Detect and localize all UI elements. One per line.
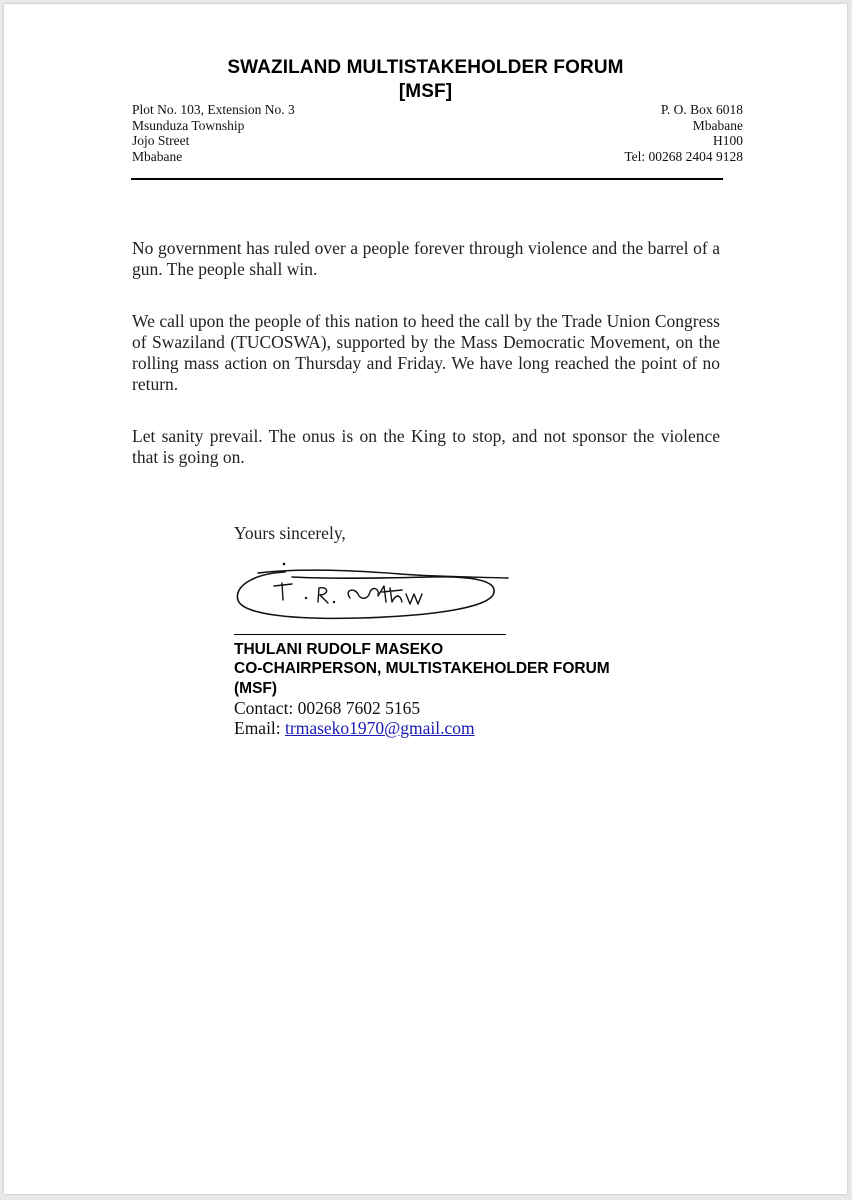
address-line: Mbabane bbox=[692, 117, 743, 133]
handwritten-signature bbox=[230, 560, 510, 624]
contact-number: 00268 7602 5165 bbox=[297, 698, 421, 718]
email-link[interactable]: trmaseko1970@gmail.com bbox=[285, 718, 475, 738]
letter-page bbox=[4, 4, 847, 1194]
body-paragraph: Let sanity prevail. The onus is on the King to stop, and not sponsor the violence that is going on. bbox=[132, 426, 720, 467]
contact-line bbox=[234, 698, 420, 719]
body-paragraph: No government has ruled over a people forever through violence and the barrel of a gun. The people shall win. bbox=[132, 238, 720, 279]
email-label: Email: bbox=[234, 718, 286, 738]
address-right bbox=[624, 102, 743, 164]
address-line: P. O. Box 6018 bbox=[660, 102, 743, 117]
organization-abbreviation: [MSF] bbox=[398, 81, 453, 102]
address-line: Jojo Street bbox=[132, 133, 190, 148]
address-line: Msunduza Township bbox=[132, 117, 245, 133]
signer-name: THULANI RUDOLF MASEKO bbox=[234, 641, 444, 658]
organization-name: SWAZILAND MULTISTAKEHOLDER FORUM bbox=[227, 57, 624, 78]
address-left bbox=[132, 102, 295, 164]
signature-line bbox=[234, 634, 506, 635]
signer-title: CO-CHAIRPERSON, MULTISTAKEHOLDER FORUM bbox=[234, 660, 610, 677]
closing-salutation: Yours sincerely, bbox=[234, 523, 346, 543]
address-line: Mbabane bbox=[132, 148, 183, 164]
body-paragraph: We call upon the people of this nation to heed the call by the Trade Union Congress of Swaziland (TUCOSWA), supported by the Mass Democratic Movement, on the rolling mass action on Thursday and Friday. We have long reached the point of no return. bbox=[132, 311, 720, 394]
email-line bbox=[234, 718, 475, 739]
header-divider bbox=[131, 178, 723, 180]
address-line: Plot No. 103, Extension No. 3 bbox=[132, 102, 295, 117]
contact-label: Contact: bbox=[234, 698, 298, 718]
telephone-line: Tel: 00268 2404 9128 bbox=[624, 148, 743, 164]
signer-title-abbrev: (MSF) bbox=[234, 680, 278, 697]
address-line: H100 bbox=[713, 133, 743, 148]
